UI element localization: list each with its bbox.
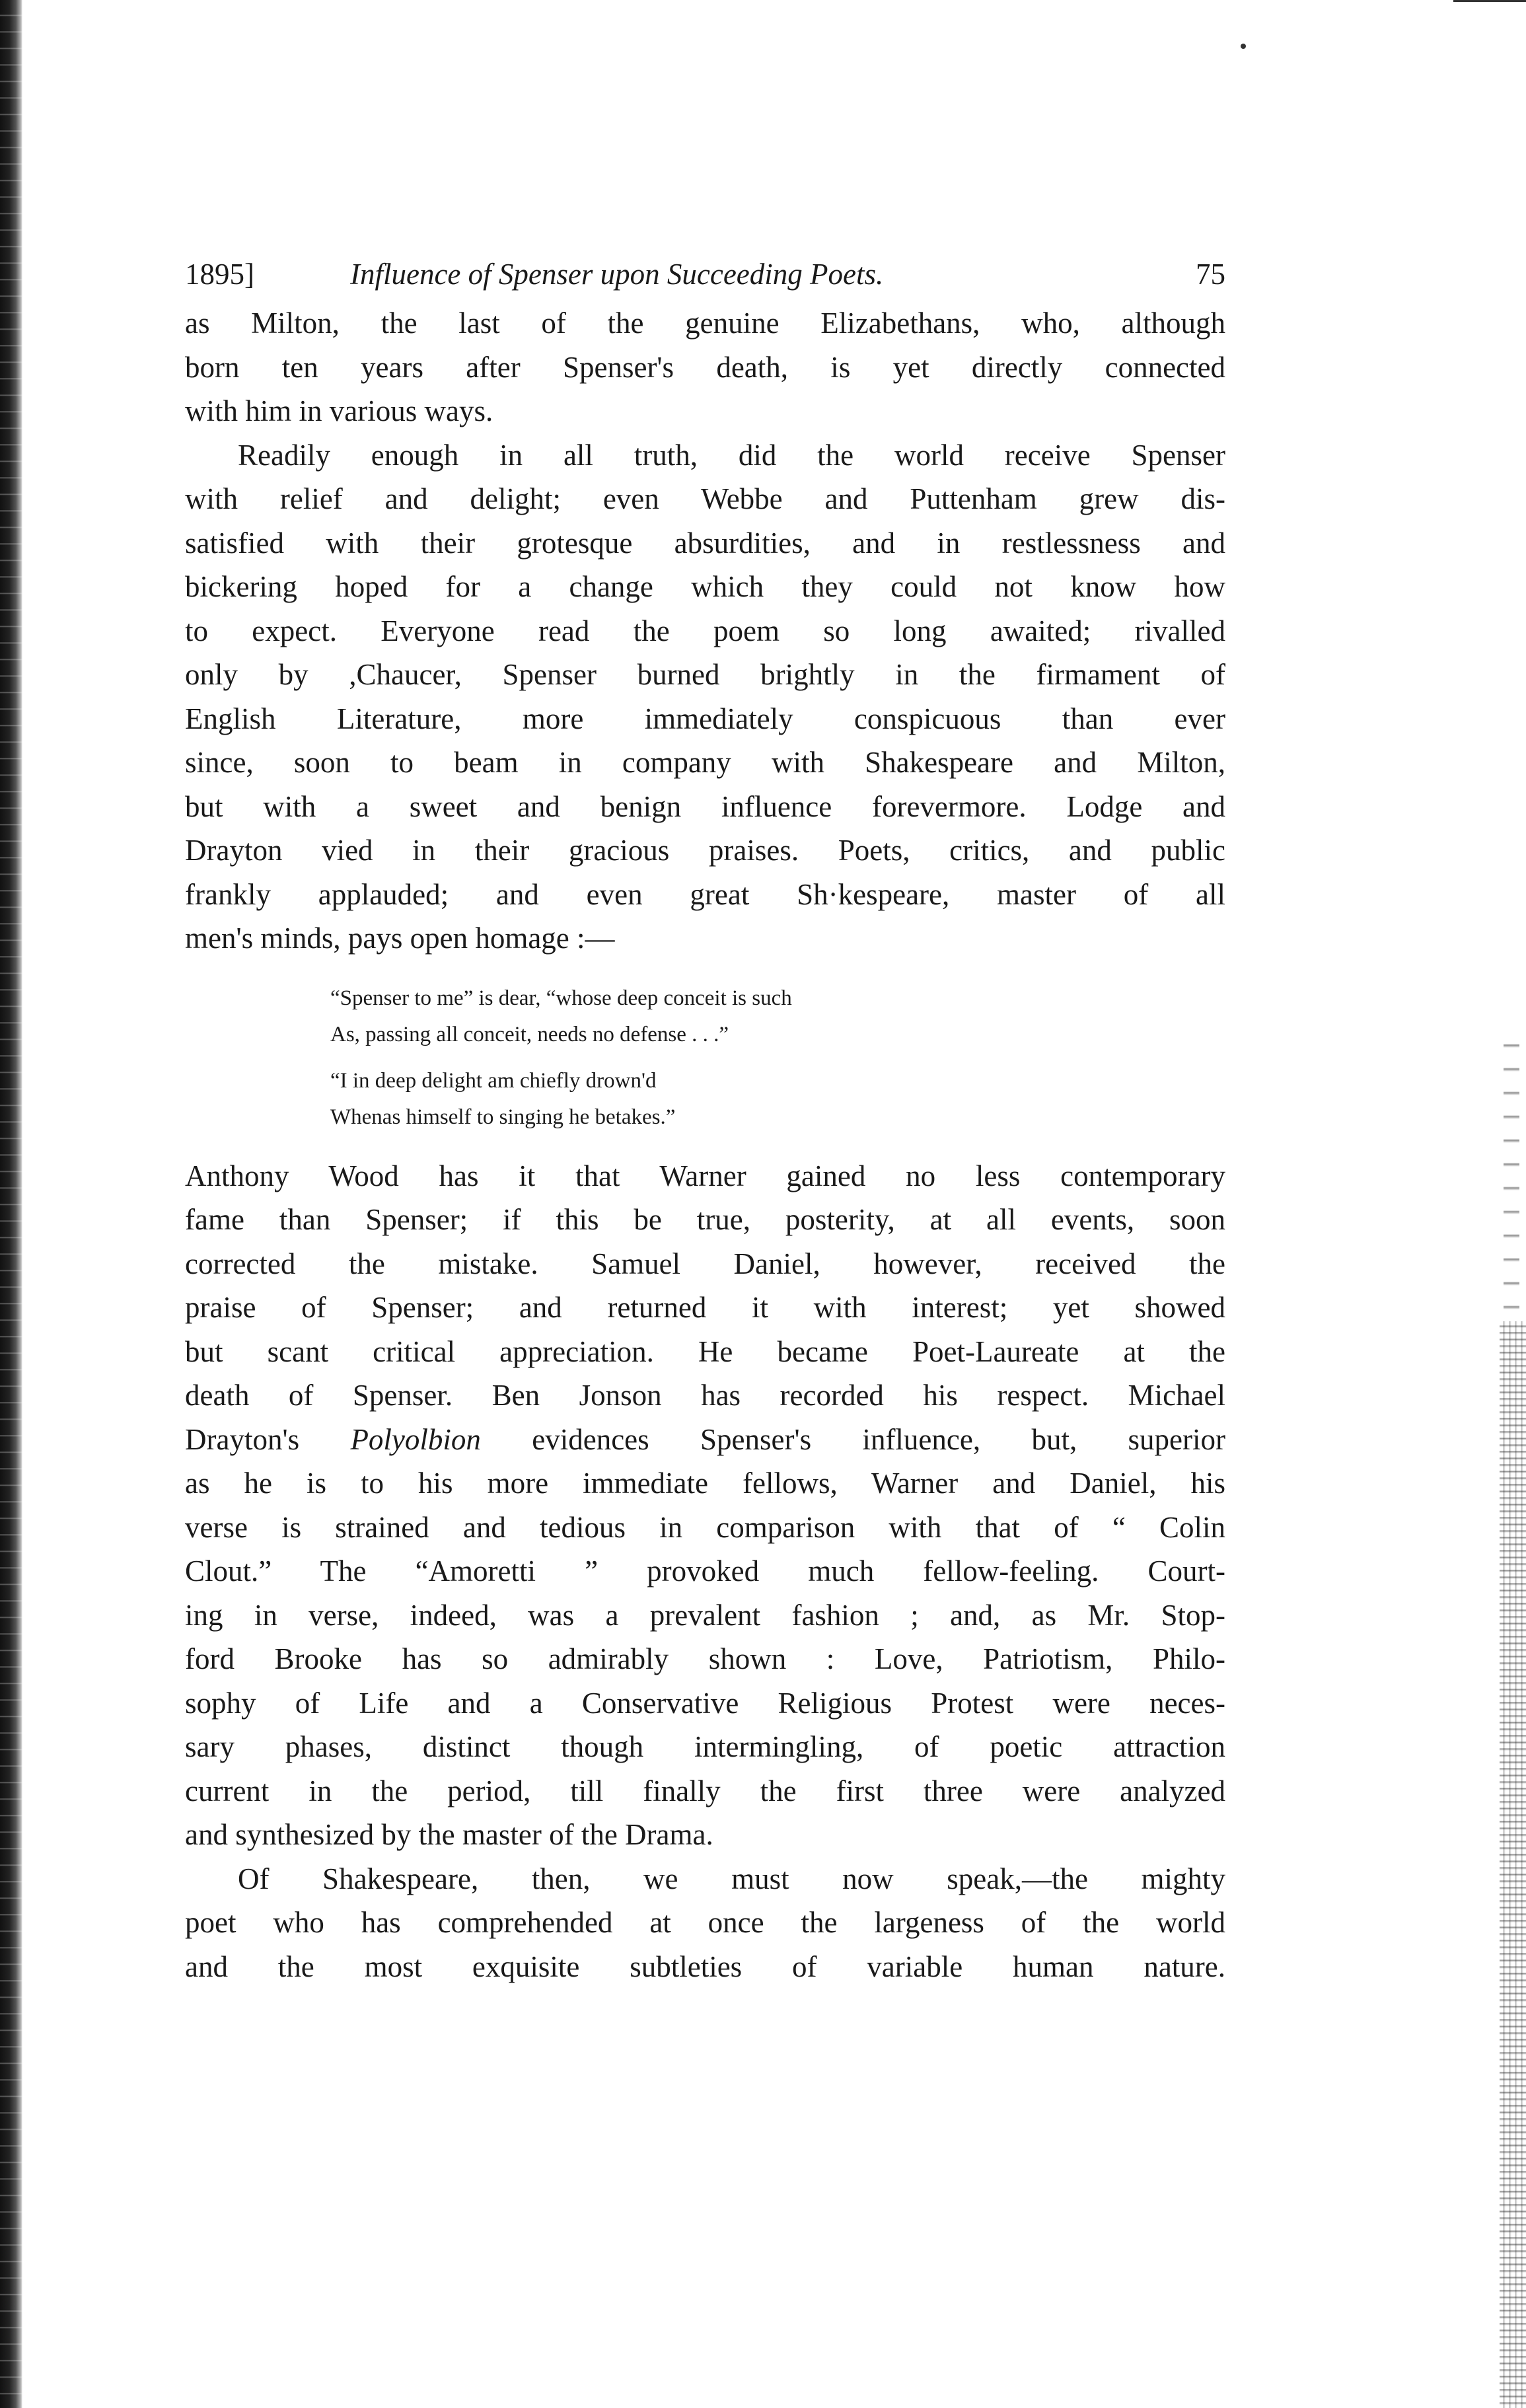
text-line: but with a sweet and benign influence forevermore. Lodge and	[185, 789, 1225, 823]
page-number: 75	[1196, 258, 1225, 291]
text-fragment: Drayton's	[185, 1422, 351, 1456]
block-quote	[185, 980, 1225, 1053]
text-line: Readily enough in all truth, did the world receive Spenser	[238, 438, 1225, 472]
text-line: and the most exquisite subtleties of variable human nature.	[185, 1950, 1225, 1983]
text-line: fame than Spenser; if this be true, posterity, at all events, soon	[185, 1203, 1225, 1236]
text-line: verse is strained and tedious in comparison with that of “ Colin	[185, 1510, 1225, 1544]
block-quote	[185, 1063, 1225, 1136]
text-line: with relief and delight; even Webbe and Puttenham grew dis-	[185, 482, 1225, 515]
text-line: frankly applauded; and even great Sh·kespeare, master of all	[185, 877, 1225, 911]
text-line: as Milton, the last of the genuine Elizabethans, who, although	[185, 307, 1225, 340]
text-line: poet who has comprehended at once the largeness of the world	[185, 1906, 1225, 1939]
running-head-title: Influence of Spenser upon Succeeding Poets.	[350, 258, 884, 291]
text-line: ford Brooke has so admirably shown : Love, Patriotism, Philo-	[185, 1642, 1225, 1675]
text-line: but scant critical appreciation. He became Poet-Laureate at the	[185, 1334, 1225, 1368]
text-line: corrected the mistake. Samuel Daniel, however, received the	[185, 1247, 1225, 1280]
paragraph	[185, 1857, 1225, 1989]
text-line: ing in verse, indeed, was a prevalent fashion ; and, as Mr. Stop-	[185, 1598, 1225, 1632]
running-head	[185, 251, 1225, 297]
running-head-year: 1895]	[185, 258, 254, 291]
italic-title-polyolbion: Polyolbion	[350, 1422, 481, 1456]
scan-binding-marks	[0, 0, 22, 2408]
text-line: satisfied with their grotesque absurdities, and in restlessness and	[185, 526, 1225, 560]
quote-line: Whenas himself to singing he betakes.”	[330, 1105, 676, 1129]
text-line: as he is to his more immediate fellows, Warner and Daniel, his	[185, 1467, 1225, 1500]
scan-right-dots	[1504, 1024, 1519, 1321]
text-line: and synthesized by the master of the Drama.	[185, 1818, 713, 1851]
text-line: sary phases, distinct though intermingling, of poetic attraction	[185, 1730, 1225, 1763]
text-line: only by ,Chaucer, Spenser burned brightly in the firmament of	[185, 658, 1225, 691]
text-line: born ten years after Spenser's death, is yet directly connected	[185, 350, 1225, 384]
text-line: to expect. Everyone read the poem so long awaited; rivalled	[185, 614, 1225, 647]
text-line: sophy of Life and a Conservative Religious Protest were neces-	[185, 1686, 1225, 1720]
scan-speck	[1241, 44, 1246, 49]
text-line: Anthony Wood has it that Warner gained no less contemporary	[185, 1159, 1225, 1192]
paragraph	[185, 433, 1225, 961]
text-line: since, soon to beam in company with Shakespeare and Milton,	[185, 746, 1225, 779]
scan-top-right-rule	[1453, 0, 1526, 11]
quote-line: As, passing all conceit, needs no defense . . .”	[330, 1022, 729, 1046]
paragraph	[185, 301, 1225, 433]
text-line: bickering hoped for a change which they could not know how	[185, 570, 1225, 603]
text-line: praise of Spenser; and returned it with interest; yet showed	[185, 1291, 1225, 1324]
text-line: English Literature, more immediately conspicuous than ever	[185, 702, 1225, 735]
text-line: Drayton vied in their gracious praises. Poets, critics, and public	[185, 834, 1225, 867]
quote-line: “Spenser to me” is dear, “whose deep conceit is such	[330, 986, 792, 1010]
scan-right-edge-noise	[1500, 1321, 1526, 2408]
paragraph	[185, 1154, 1225, 1857]
text-line: with him in various ways.	[185, 394, 493, 427]
text-line: men's minds, pays open homage :—	[185, 922, 615, 955]
text-line: current in the period, till finally the first three were analyzed	[185, 1774, 1225, 1807]
text-line: Of Shakespeare, then, we must now speak,—the mighty	[238, 1862, 1225, 1895]
book-page	[185, 251, 1225, 1988]
text-line: death of Spenser. Ben Jonson has recorded his respect. Michael	[185, 1379, 1225, 1412]
text-fragment: evidences Spenser's influence, but, superior	[480, 1422, 1225, 1456]
text-line: Clout.” The “Amoretti ” provoked much fellow-feeling. Court-	[185, 1554, 1225, 1587]
quote-line: “I in deep delight am chiefly drown'd	[330, 1068, 657, 1093]
text-line	[185, 1418, 1225, 1462]
